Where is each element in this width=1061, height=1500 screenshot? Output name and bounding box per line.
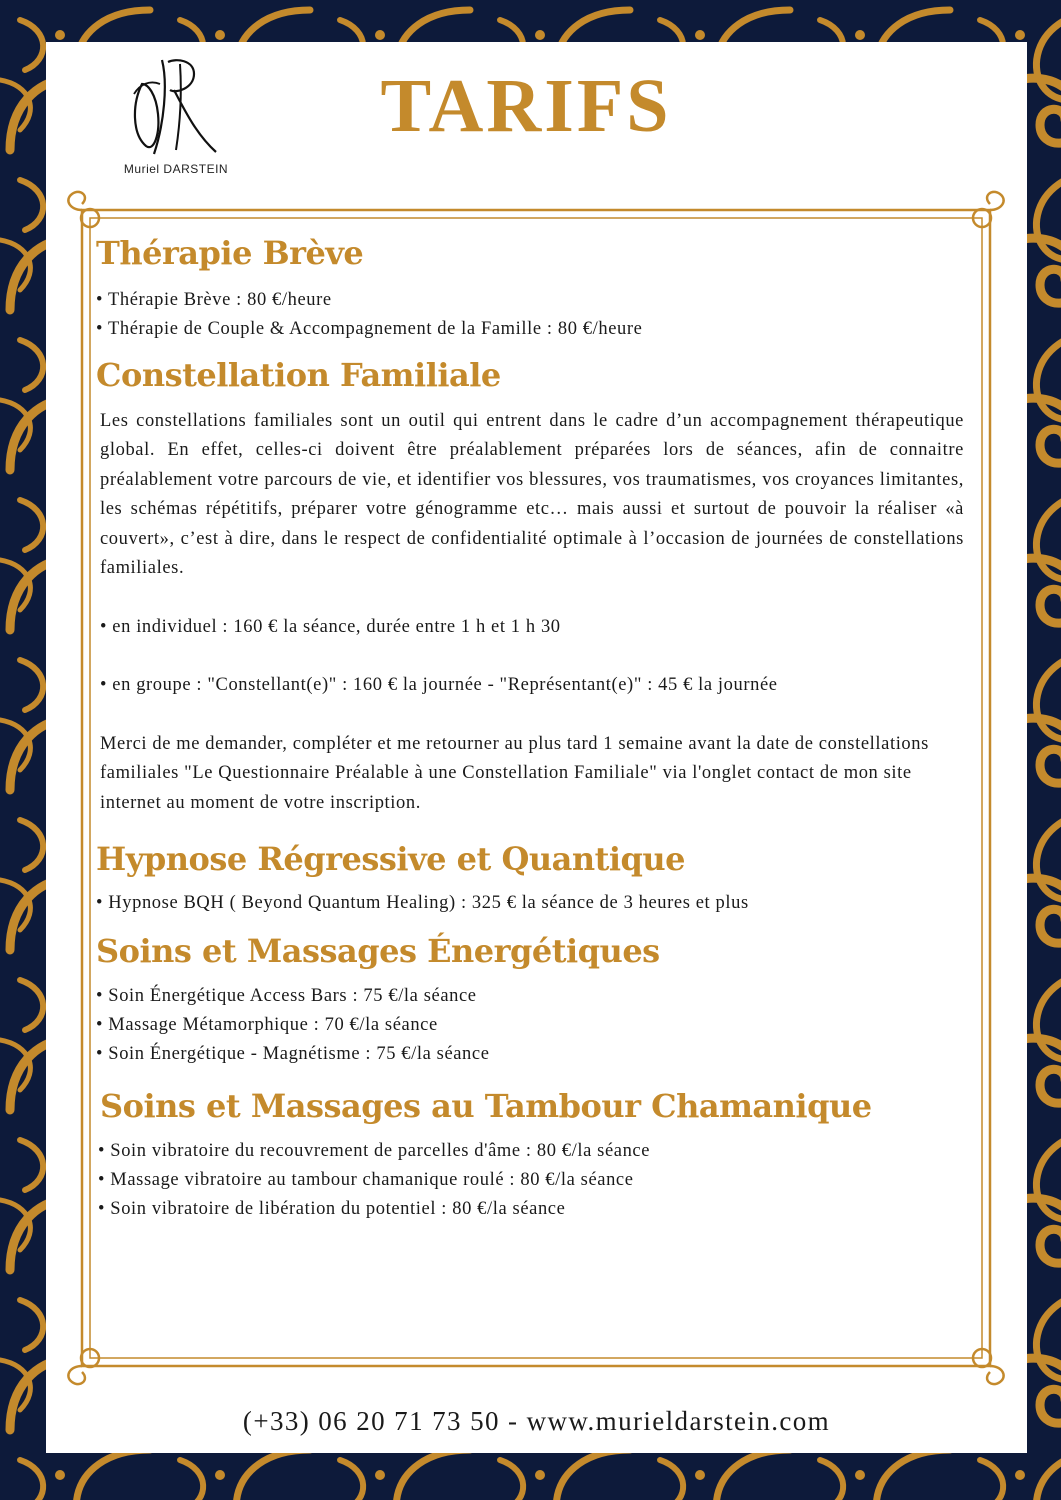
section-title: Soins et Massages au Tambour Chamanique <box>100 1087 872 1126</box>
price-item: • Soin vibratoire de libération du potentiel : 80 €/la séance <box>98 1199 566 1220</box>
signature-logo-icon <box>124 54 224 158</box>
price-item: • Soin Énergétique Access Bars : 75 €/la séance <box>96 986 477 1007</box>
price-item: • Thérapie de Couple & Accompagnement de la Famille : 80 €/heure <box>96 319 643 340</box>
price-item: • Massage Métamorphique : 70 €/la séance <box>96 1015 438 1036</box>
price-item: • Thérapie Brève : 80 €/heure <box>96 290 332 311</box>
section-title: Soins et Massages Énergétiques <box>96 931 660 970</box>
price-item: • Massage vibratoire au tambour chamanique roulé : 80 €/la séance <box>98 1170 634 1191</box>
logo <box>114 54 234 178</box>
section-title: Constellation Familiale <box>96 356 501 395</box>
price-item: • Soin vibratoire du recouvrement de parcelles d'âme : 80 €/la séance <box>98 1141 651 1162</box>
constellation-note: Merci de me demander, compléter et me retourner au plus tard 1 semaine avant la date de constellations familiales "Le Questionnaire Préalable à une Constellation Familiale" via l'onglet contact de mon site internet au moment de votre inscription. <box>100 733 929 813</box>
section-therapie-breve <box>96 234 976 344</box>
section-constellation <box>96 356 976 818</box>
price-item: • Hypnose BQH ( Beyond Quantum Healing) : 325 € la séance de 3 heures et plus <box>96 892 749 913</box>
price-list <box>96 889 976 918</box>
page-title: TARIFS <box>380 64 672 148</box>
price-list <box>96 286 976 344</box>
price-item: • en groupe : "Constellant(e)" : 160 € la journée - "Représentant(e)" : 45 € la journée <box>100 675 778 696</box>
price-item: • en individuel : 160 € la séance, durée entre 1 h et 1 h 30 <box>100 616 561 637</box>
section-tambour-chamanique <box>96 1087 976 1224</box>
section-soins-energetiques <box>96 932 976 1069</box>
footer-contact: (+33) 06 20 71 73 50 - www.murieldarstein.com <box>242 1406 831 1436</box>
price-list <box>96 1137 976 1224</box>
section-title: Thérapie Brève <box>96 234 364 272</box>
constellation-intro: Les constellations familiales sont un outil qui entrent dans le cadre d’un accompagnement thérapeutique global. En effet, celles-ci doivent être préalablement préparées lors de séances, afin de connaitre préalablement votre parcours de vie, et identifier vos blessures, vos traumatismes, vos croyances limitantes, les schémas répétitifs, préparer votre génogramme etc… mais aussi et surtout de pouvoir la réaliser «à couvert», c’est à dire, dans le respect de confidentialité optimale à l’occasion de journées de constellations familiales. <box>100 410 964 579</box>
tariff-content <box>96 232 976 1224</box>
logo-text: Muriel DARSTEIN <box>123 162 229 176</box>
section-title: Hypnose Régressive et Quantique <box>96 840 686 879</box>
section-hypnose <box>96 840 976 917</box>
price-sheet <box>46 42 1027 1453</box>
price-item: • Soin Énergétique - Magnétisme : 75 €/la séance <box>96 1044 490 1065</box>
price-list <box>96 982 976 1069</box>
